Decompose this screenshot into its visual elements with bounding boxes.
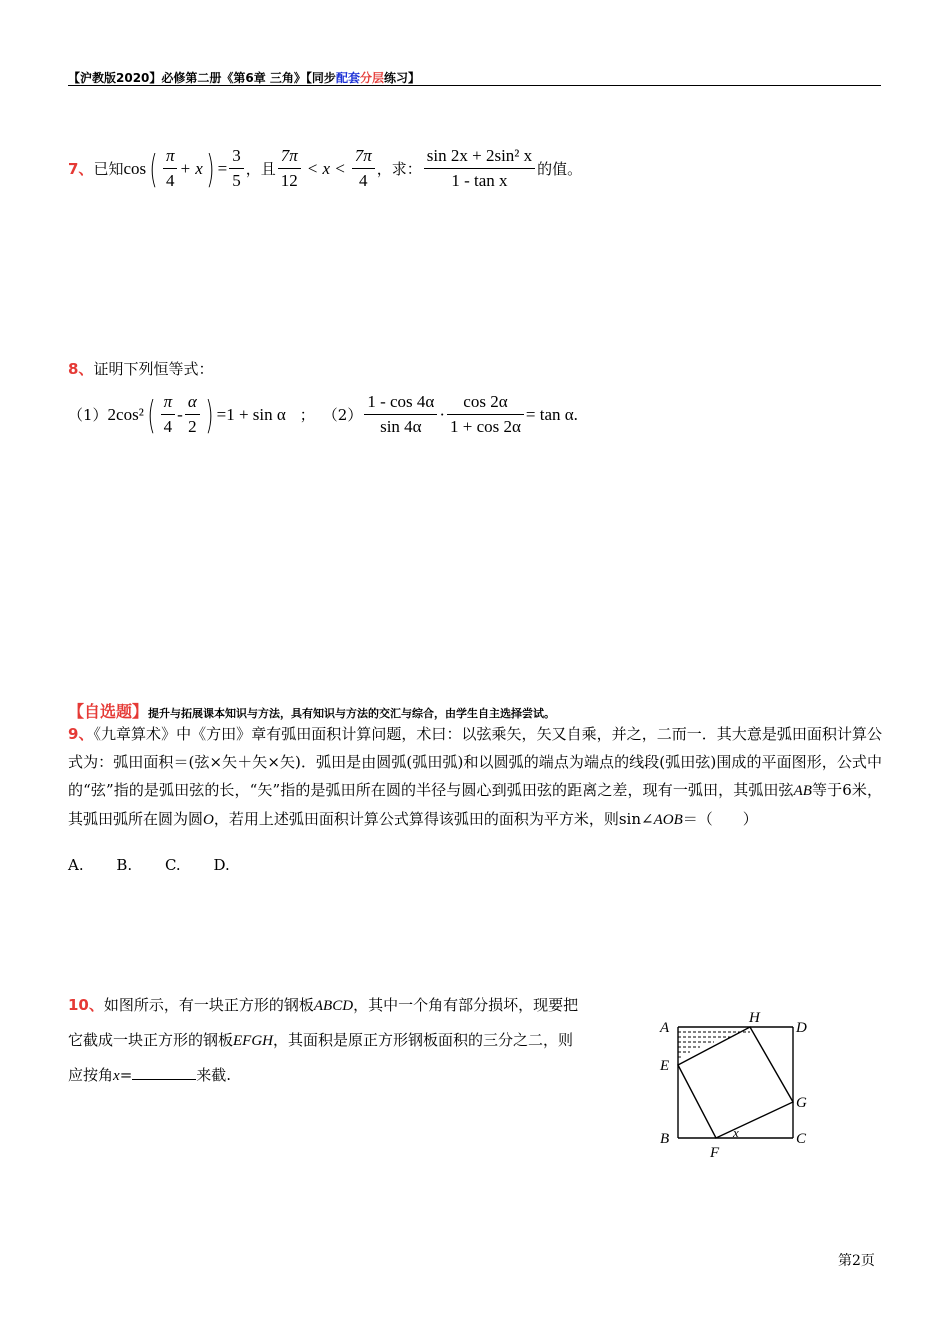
q8-p2-f1-numerator: 1 - cos 4α (364, 392, 437, 415)
page-header (68, 69, 420, 86)
q9-text-b: 等于6米，其弧田弧所在圆为圆 (68, 781, 882, 828)
q7-five: 5 (232, 171, 241, 190)
q10-abcd: ABCD (313, 998, 354, 1014)
q9-ab: AB (793, 783, 812, 799)
q7-right-paren: ) (206, 146, 215, 191)
q7-left-paren: ( (149, 146, 158, 191)
label-x: x (733, 1125, 739, 1140)
q8-part2-label: （2） (322, 406, 363, 424)
header-highlight-peitao: 配套 (335, 71, 360, 85)
q8-lead: 证明下列恒等式： (93, 360, 214, 378)
q8-period: . (573, 404, 578, 424)
label-c: C (796, 1131, 807, 1147)
q7-7pi-b: 7π (352, 146, 375, 169)
q8-p2-fraction-2 (447, 392, 524, 437)
q7-number: 7、 (68, 160, 94, 178)
q7-twelve: 12 (280, 171, 298, 190)
q9-option-b[interactable]: B. (116, 856, 133, 874)
label-f: F (710, 1145, 720, 1161)
q7-plus-x: + x (179, 158, 203, 178)
q10-text-c: ，其面积是原正方形钢板面积的三分之二，则应按角 (68, 1031, 574, 1084)
q8-p2-f2-denominator: 1 + cos 2α (450, 417, 521, 436)
q7-7pi-over-4 (352, 146, 375, 191)
question-10 (68, 988, 588, 1093)
q7-and: ，且 (245, 160, 276, 178)
q8-p1-alpha: α (185, 392, 200, 415)
q8-p1-left-paren: ( (147, 392, 156, 437)
q7-inequality: < x < (306, 158, 346, 178)
q7-target-expr (424, 146, 535, 191)
q8-p1-pi-over-4 (161, 392, 176, 437)
q9-aob: AOB (653, 812, 683, 828)
header-divider (68, 85, 881, 86)
q8-p2-fraction-1 (364, 392, 437, 437)
q9-text-d: ＝（ ） (682, 810, 758, 828)
q8-p2-f2-numerator: cos 2α (447, 392, 524, 415)
q7-tail: 的值。 (537, 160, 583, 178)
q7-pi: π (163, 146, 178, 169)
header-title: 【沪教版2020】必修第二册《第6章 三角》【同步 (68, 71, 336, 85)
q8-separator: ； (299, 406, 315, 424)
q7-four-b: 4 (359, 171, 368, 190)
q7-pi-over-4 (163, 146, 178, 191)
label-a: A (660, 1020, 670, 1036)
q7-seek: ，求： (376, 160, 422, 178)
question-9 (68, 720, 882, 834)
q10-eq: = (119, 1066, 133, 1084)
q10-text-a: 如图所示，有一块正方形的钢板 (103, 996, 314, 1014)
q7-7pi: 7π (278, 146, 301, 169)
question-7 (68, 146, 582, 191)
q9-option-c[interactable]: C. (164, 856, 181, 874)
q8-part1-label: （1） (68, 406, 108, 424)
label-d: D (796, 1020, 807, 1036)
label-g: G (796, 1095, 807, 1111)
q7-lead: 已知 (93, 160, 124, 178)
label-e: E (660, 1058, 670, 1074)
q8-p2-dot: · (439, 404, 445, 424)
q9-text-c: ，若用上述弧田面积计算公式算得该弧田的面积为平方米，则sin∠ (213, 810, 654, 828)
q8-p1-four: 4 (163, 417, 173, 436)
q9-options (68, 856, 258, 874)
q8-identities (68, 392, 578, 437)
q10-number: 10、 (68, 996, 104, 1014)
q8-p1-rhs: =1 + sin α (216, 404, 286, 424)
self-selection-desc: 提升与拓展课本知识与方法，具有知识与方法的交汇与综合，由学生自主选择尝试。 (148, 707, 556, 720)
q7-three: 3 (229, 146, 244, 169)
q8-p1-alpha-over-2 (185, 392, 200, 437)
q7-7pi-over-12 (278, 146, 301, 191)
q7-four: 4 (165, 171, 175, 190)
q7-expr-denominator: 1 - tan x (451, 171, 508, 190)
q7-eq: = (217, 158, 228, 178)
q10-text-d: 来截. (196, 1066, 232, 1084)
label-h: H (749, 1010, 760, 1026)
q7-expr-numerator: sin 2x + 2sin² x (424, 146, 535, 169)
self-selection-tag: 【自选题】 (68, 702, 149, 721)
q8-p1-pi: π (161, 392, 176, 415)
q9-o: O (203, 812, 214, 828)
q8-p2-rhs: = tan α (525, 404, 574, 424)
header-title-end: 练习】 (383, 71, 420, 85)
label-b: B (660, 1131, 670, 1147)
q7-cos: cos (123, 158, 147, 178)
question-8 (68, 358, 213, 379)
page-number: 第2页 (838, 1253, 875, 1269)
damaged-corner-hatch (678, 1032, 750, 1057)
square-figure (650, 1005, 820, 1165)
q8-p1-lhs: 2cos² (107, 404, 144, 424)
q9-option-d[interactable]: D. (213, 856, 230, 874)
q10-text-b: ，其中一个角有部分损坏，现要把它截成一块正方形的钢板 (68, 996, 579, 1049)
q9-number: 9、 (68, 725, 94, 743)
q10-answer-blank[interactable] (132, 1065, 196, 1080)
q8-p2-f1-denominator: sin 4α (380, 417, 422, 436)
q8-number: 8、 (68, 360, 94, 378)
q8-p1-minus: - (177, 404, 183, 424)
q10-efgh: EFGH (233, 1033, 274, 1049)
q9-text-a: 《九章算术》中《方田》章有弧田面积计算问题，术曰：以弦乘矢，矢又自乘，并之，二而一．其大意是弧田面积计算公式为：弧田面积＝(弦×矢＋矢×矢)．弧田是由圆弧(弧田弧)和以圆弧的端点为端点的线段(弧田弦)围成的平面图形，公式中的“弦”指的是弧田弦的长，“矢”指的是弧田所在圆的半径与圆心到弧田弦的距离之差，现有一弧田，其弧田弦 (68, 725, 882, 799)
q9-option-a[interactable]: A. (68, 856, 84, 874)
q7-three-fifths (229, 146, 244, 191)
self-selection-heading (68, 699, 555, 722)
inner-square-efgh (678, 1027, 793, 1138)
q10-x: x (113, 1068, 120, 1084)
q8-p1-two: 2 (188, 417, 197, 436)
q8-p1-right-paren: ) (205, 392, 214, 437)
header-highlight-fenceng: 分层 (359, 71, 384, 85)
